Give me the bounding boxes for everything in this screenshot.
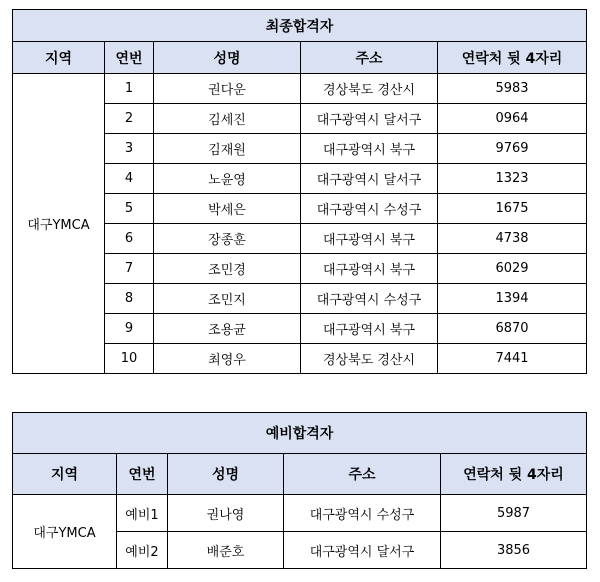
phone-cell: 6870 (438, 314, 587, 344)
number-cell: 8 (105, 284, 154, 314)
address-cell: 대구광역시 수성구 (301, 194, 438, 224)
header-number: 연번 (117, 454, 168, 495)
number-cell: 예비2 (117, 532, 168, 569)
address-cell: 대구광역시 북구 (301, 224, 438, 254)
name-cell: 권다운 (154, 74, 301, 104)
address-cell: 경상북도 경산시 (301, 344, 438, 374)
phone-cell: 0964 (438, 104, 587, 134)
address-cell: 대구광역시 달서구 (301, 164, 438, 194)
header-number: 연번 (105, 42, 154, 74)
header-phone: 연락처 뒷 4자리 (438, 42, 587, 74)
header-name: 성명 (154, 42, 301, 74)
number-cell: 7 (105, 254, 154, 284)
phone-cell: 4738 (438, 224, 587, 254)
name-cell: 조민경 (154, 254, 301, 284)
header-name: 성명 (168, 454, 284, 495)
phone-cell: 3856 (441, 532, 587, 569)
name-cell: 최영우 (154, 344, 301, 374)
address-cell: 대구광역시 달서구 (301, 104, 438, 134)
number-cell: 1 (105, 74, 154, 104)
name-cell: 조민지 (154, 284, 301, 314)
name-cell: 김재원 (154, 134, 301, 164)
name-cell: 박세은 (154, 194, 301, 224)
region-cell: 대구YMCA (13, 74, 105, 374)
name-cell: 권나영 (168, 495, 284, 532)
name-cell: 조용균 (154, 314, 301, 344)
header-region: 지역 (13, 454, 117, 495)
region-cell: 대구YMCA (13, 495, 117, 569)
address-cell: 대구광역시 수성구 (284, 495, 441, 532)
phone-cell: 1675 (438, 194, 587, 224)
address-cell: 대구광역시 북구 (301, 254, 438, 284)
phone-cell: 9769 (438, 134, 587, 164)
phone-cell: 6029 (438, 254, 587, 284)
address-cell: 대구광역시 수성구 (301, 284, 438, 314)
phone-cell: 1394 (438, 284, 587, 314)
number-cell: 예비1 (117, 495, 168, 532)
address-cell: 대구광역시 북구 (301, 134, 438, 164)
name-cell: 노윤영 (154, 164, 301, 194)
name-cell: 배준호 (168, 532, 284, 569)
phone-cell: 5987 (441, 495, 587, 532)
name-cell: 김세진 (154, 104, 301, 134)
header-address: 주소 (301, 42, 438, 74)
number-cell: 9 (105, 314, 154, 344)
address-cell: 대구광역시 북구 (301, 314, 438, 344)
number-cell: 2 (105, 104, 154, 134)
preliminary-table-title: 예비합격자 (13, 413, 587, 454)
number-cell: 5 (105, 194, 154, 224)
address-cell: 대구광역시 달서구 (284, 532, 441, 569)
preliminary-passers-table (12, 412, 587, 569)
number-cell: 10 (105, 344, 154, 374)
final-table-title: 최종합격자 (13, 10, 587, 42)
table-row (13, 74, 587, 104)
number-cell: 6 (105, 224, 154, 254)
phone-cell: 1323 (438, 164, 587, 194)
header-region: 지역 (13, 42, 105, 74)
table-row (13, 495, 587, 532)
address-cell: 경상북도 경산시 (301, 74, 438, 104)
final-passers-table (12, 9, 587, 374)
number-cell: 3 (105, 134, 154, 164)
phone-cell: 7441 (438, 344, 587, 374)
name-cell: 장종훈 (154, 224, 301, 254)
header-phone: 연락처 뒷 4자리 (441, 454, 587, 495)
phone-cell: 5983 (438, 74, 587, 104)
header-address: 주소 (284, 454, 441, 495)
number-cell: 4 (105, 164, 154, 194)
